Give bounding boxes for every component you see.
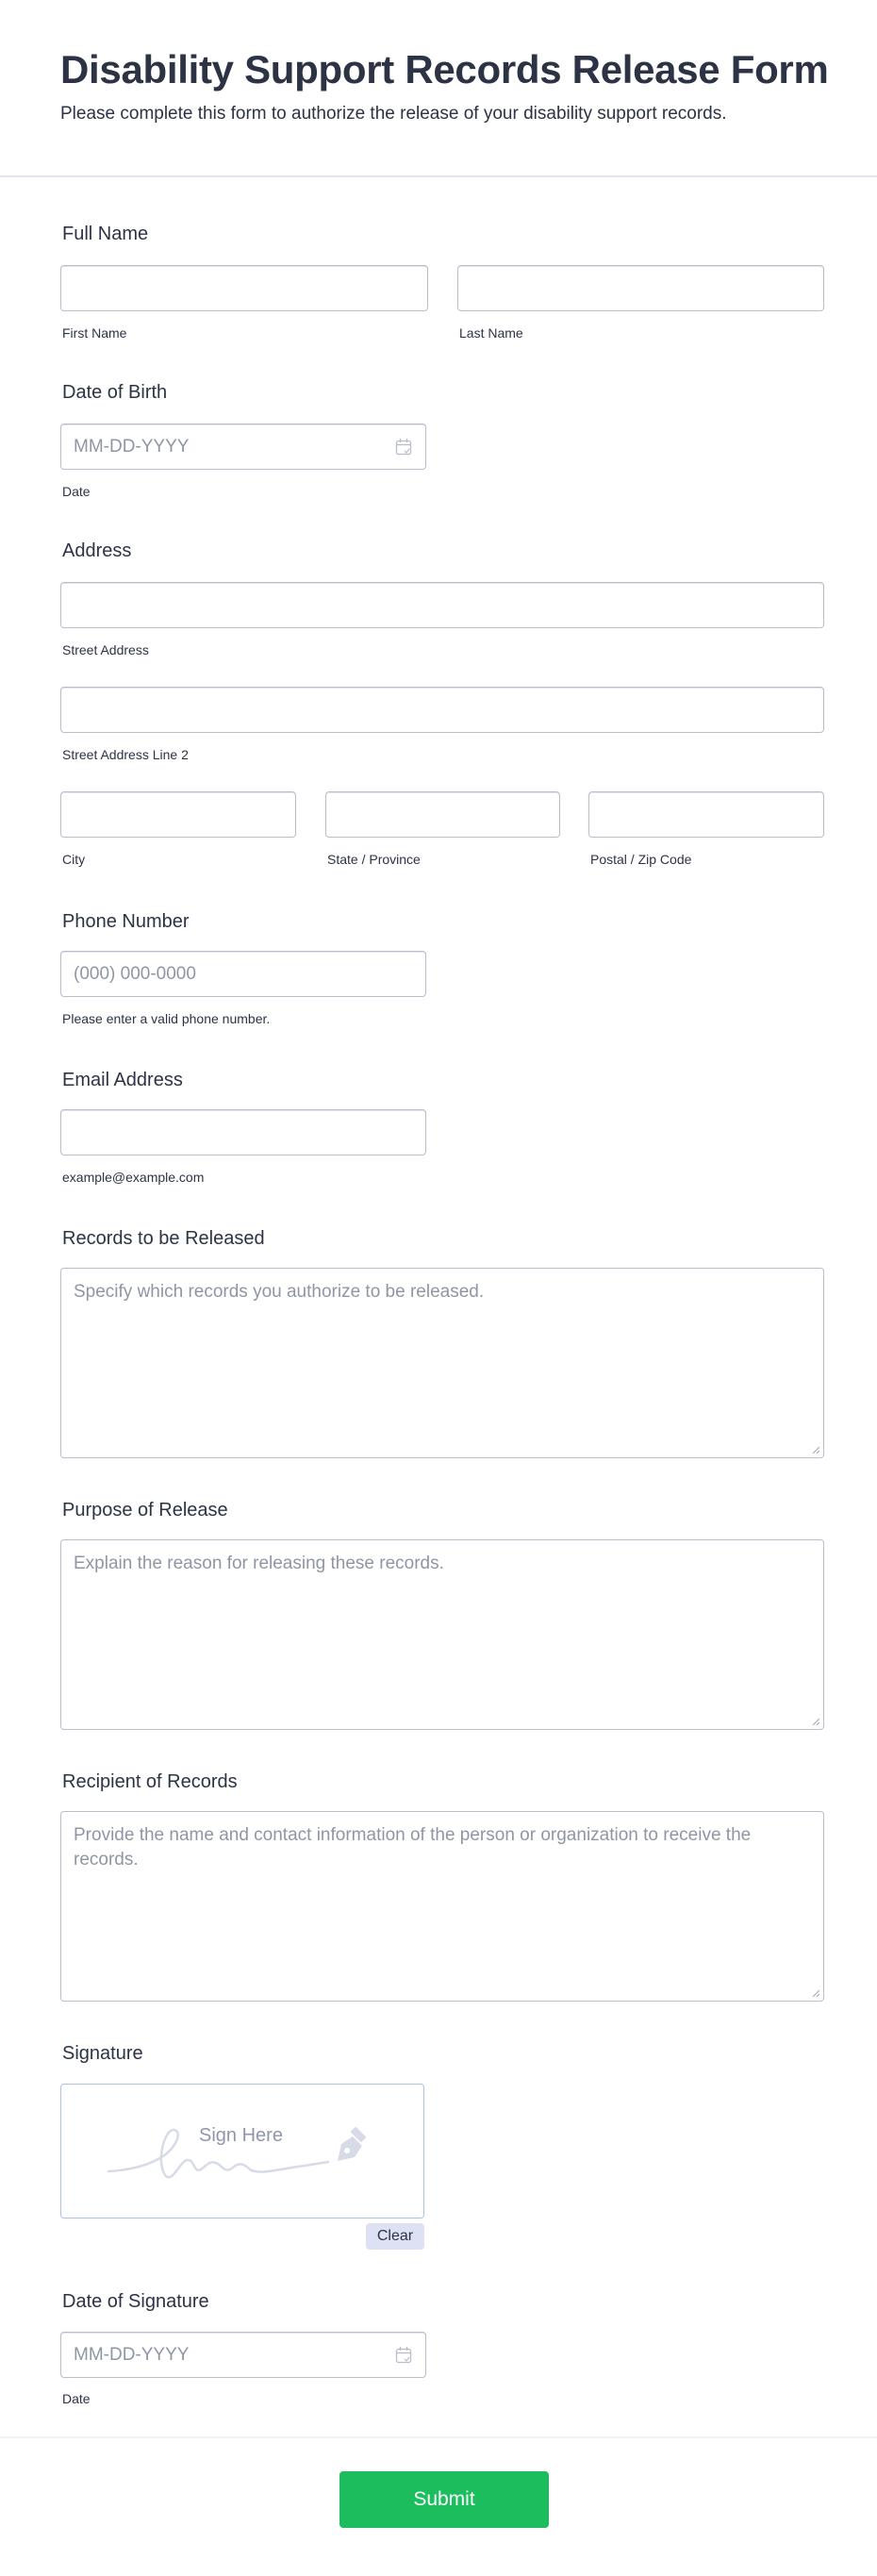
first-name-input[interactable] xyxy=(60,265,428,311)
clear-signature-button[interactable]: Clear xyxy=(366,2223,424,2250)
recipient-label: Recipient of Records xyxy=(62,1771,238,1792)
sig-date-sublabel: Date xyxy=(62,2391,91,2406)
sig-date-placeholder: MM-DD-YYYY xyxy=(74,2345,190,2365)
form-title: Disability Support Records Release Form xyxy=(60,47,829,91)
signature-label: Signature xyxy=(62,2043,143,2064)
last-name-input[interactable] xyxy=(457,265,824,311)
phone-label: Phone Number xyxy=(62,911,190,932)
purpose-label: Purpose of Release xyxy=(62,1500,228,1521)
dob-label: Date of Birth xyxy=(62,382,168,403)
state-input[interactable] xyxy=(325,791,560,838)
sig-date-label: Date of Signature xyxy=(62,2291,209,2312)
resize-handle-icon[interactable] xyxy=(812,1718,819,1725)
city-sublabel: City xyxy=(62,852,86,867)
full-name-label: Full Name xyxy=(62,224,149,244)
recipient-textarea[interactable] xyxy=(60,1811,824,2002)
resize-handle-icon[interactable] xyxy=(812,1446,819,1454)
submit-button[interactable]: Submit xyxy=(339,2471,549,2528)
city-input[interactable] xyxy=(60,791,296,838)
records-label: Records to be Released xyxy=(62,1228,265,1249)
address-label: Address xyxy=(62,540,132,561)
email-sublabel: example@example.com xyxy=(62,1170,205,1185)
phone-placeholder: (000) 000-0000 xyxy=(74,964,196,984)
email-input[interactable] xyxy=(60,1109,426,1155)
phone-sublabel: Please enter a valid phone number. xyxy=(62,1011,271,1026)
calendar-icon[interactable] xyxy=(395,2346,412,2365)
email-label: Email Address xyxy=(62,1070,183,1090)
resize-handle-icon[interactable] xyxy=(812,1989,819,1997)
state-sublabel: State / Province xyxy=(327,852,421,867)
first-name-sublabel: First Name xyxy=(62,325,127,341)
pen-nib-icon xyxy=(330,2127,372,2165)
footer-divider xyxy=(0,2436,877,2438)
phone-input[interactable] xyxy=(60,951,426,997)
form-subtitle: Please complete this form to authorize the release of your disability support records. xyxy=(60,104,727,124)
dob-sublabel: Date xyxy=(62,484,91,499)
street-address-input[interactable] xyxy=(60,582,824,628)
signature-pad[interactable] xyxy=(60,2084,424,2219)
dob-placeholder: MM-DD-YYYY xyxy=(74,437,190,457)
street-address-line2-input[interactable] xyxy=(60,687,824,733)
form-header xyxy=(0,0,877,177)
zip-sublabel: Postal / Zip Code xyxy=(590,852,692,867)
purpose-placeholder: Explain the reason for releasing these records. xyxy=(74,1554,444,1573)
records-textarea[interactable] xyxy=(60,1268,824,1458)
sig-date-input[interactable] xyxy=(60,2332,426,2378)
recipient-placeholder: Provide the name and contact information of the person or organization to receive the records. xyxy=(74,1825,752,1870)
purpose-textarea[interactable] xyxy=(60,1539,824,1730)
records-placeholder: Specify which records you authorize to be released. xyxy=(74,1282,485,1302)
last-name-sublabel: Last Name xyxy=(459,325,523,341)
zip-input[interactable] xyxy=(588,791,824,838)
street-address-line2-sublabel: Street Address Line 2 xyxy=(62,747,189,762)
dob-input[interactable] xyxy=(60,424,426,470)
calendar-icon[interactable] xyxy=(395,438,412,457)
sign-here-text: Sign Here xyxy=(199,2125,283,2146)
street-address-sublabel: Street Address xyxy=(62,642,149,657)
